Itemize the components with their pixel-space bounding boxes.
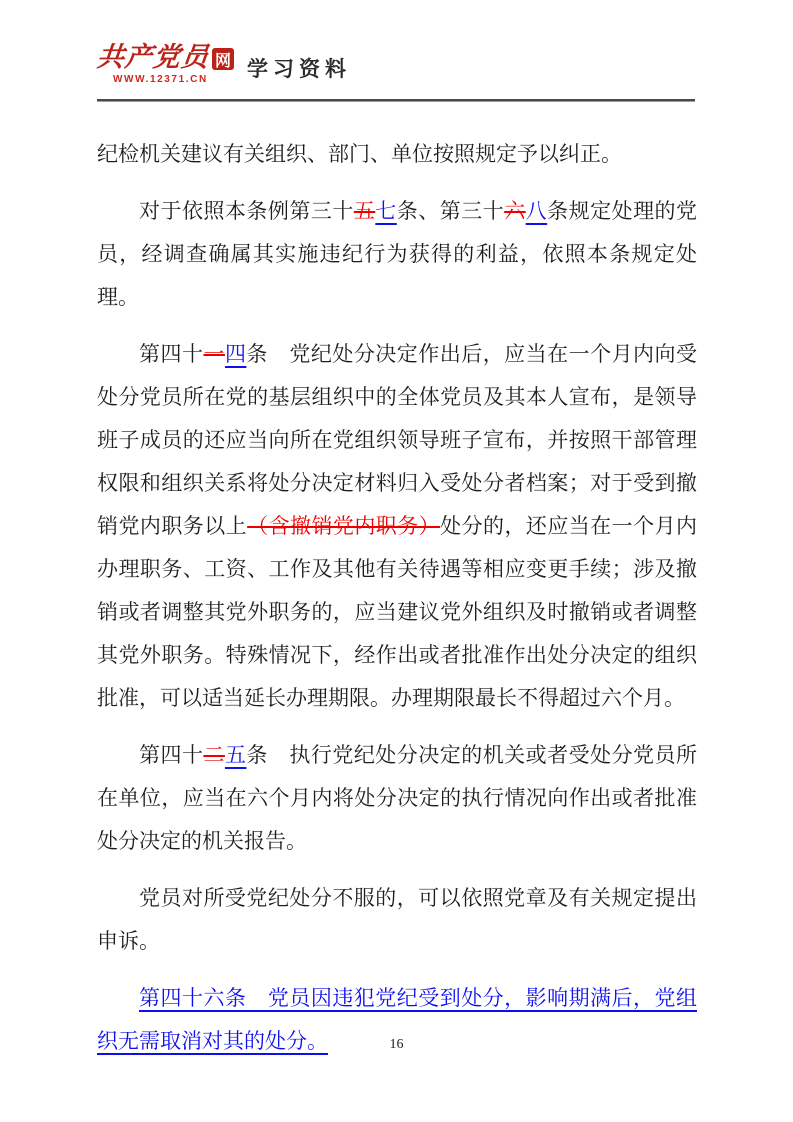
inserted-text: 四 xyxy=(224,342,247,366)
inserted-text: 五 xyxy=(224,743,247,767)
body-text: 对于依照本条例第三十 xyxy=(139,199,354,223)
header-title: 学习资料 xyxy=(247,57,351,81)
deleted-text: 一 xyxy=(203,342,225,366)
paragraph xyxy=(97,734,697,863)
page-footer xyxy=(0,1035,793,1053)
body-text: 第四十 xyxy=(139,743,204,767)
paragraph xyxy=(97,190,697,319)
inserted-text: 第四十六条 党员因违犯党纪受到处分，影响期满后，党组织无需取消对其的处分。 xyxy=(97,986,697,1053)
paragraph xyxy=(97,333,697,720)
deleted-text: 二 xyxy=(203,743,225,767)
page-header xyxy=(97,44,703,85)
body-text: 条 执行党纪处分决定的机关或者受处分党员所在单位，应当在六个月内将处分决定的执行情况向作出或者批准处分决定的机关报告。 xyxy=(97,743,698,853)
inserted-text: 七 xyxy=(375,199,397,223)
logo-net-badge-icon: 网 xyxy=(212,48,234,70)
site-logo xyxy=(97,44,234,85)
header-divider xyxy=(97,99,695,102)
body-text: 条、第三十 xyxy=(396,199,505,223)
paragraph xyxy=(97,877,697,963)
logo-row xyxy=(97,44,234,72)
page-number: 16 xyxy=(389,1037,404,1052)
logo-url-text: WWW.12371.CN xyxy=(113,74,208,86)
document-body xyxy=(97,133,697,1077)
body-text: 纪检机关建议有关组织、部门、单位按照规定予以纠正。 xyxy=(97,142,622,166)
deleted-text: 五 xyxy=(353,199,376,223)
body-text: 第四十 xyxy=(139,342,204,366)
body-text: 党员对所受党纪处分不服的，可以依照党章及有关规定提出申诉。 xyxy=(97,886,697,953)
body-text: 条 党纪处分决定作出后，应当在一个月内向受处分党员所在党的基层组织中的全体党员及其本人宣布，是领导班子成员的还应当向所在党组织领导班子宣布，并按照干部管理权限和组织关系将处分决定材料归入受处分者档案；对于受到撤销党内职务以上 xyxy=(97,342,698,538)
logo-brand-calligraphy: 共产党员 xyxy=(95,42,211,73)
deleted-text: 六 xyxy=(504,199,526,223)
paragraph xyxy=(97,133,697,176)
body-text: 条规定处理的党员，经调查确属其实施违纪行为获得的利益，依照本条规定处理。 xyxy=(97,199,698,309)
deleted-text: （含撤销党内职务） xyxy=(247,514,441,538)
body-text: 处分的，还应当在一个月内办理职务、工资、工作及其他有关待遇等相应变更手续；涉及撤销或者调整其党外职务的，应当建议党外组织及时撤销或者调整其党外职务。特殊情况下，经作出或者批准作出处分决定的组织批准，可以适当延长办理期限。办理期限最长不得超过六个月。 xyxy=(97,514,698,710)
inserted-text: 八 xyxy=(525,199,548,223)
